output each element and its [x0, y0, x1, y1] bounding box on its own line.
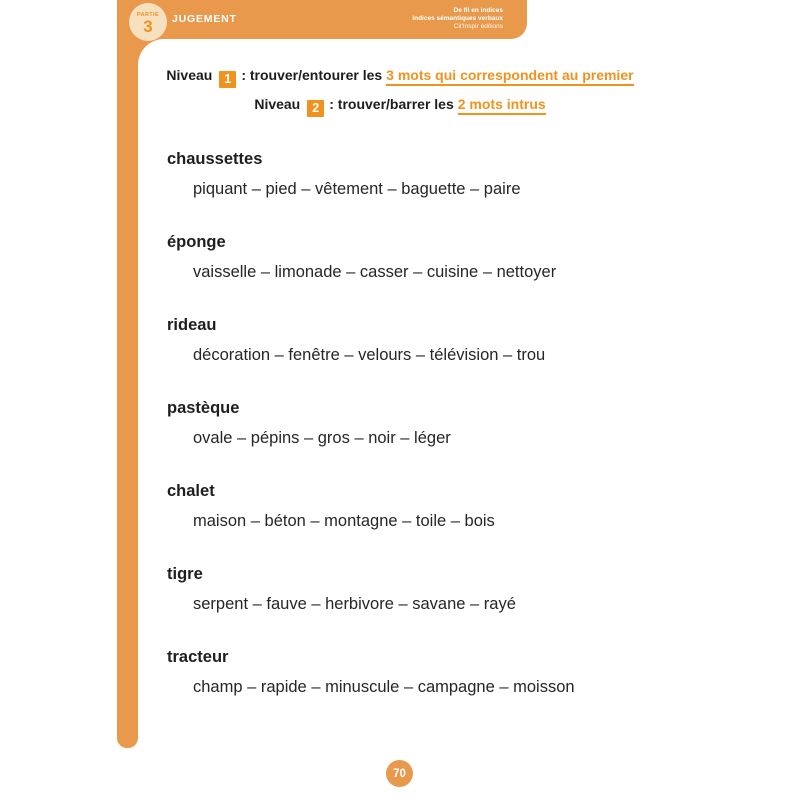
level1-text: : trouver/entourer les	[241, 67, 383, 83]
part-badge-number: 3	[143, 16, 153, 36]
part-badge-label: PARTIE	[136, 11, 160, 18]
level2-label: Niveau	[254, 96, 301, 112]
exercise-options: piquant – pied – vêtement – baguette – paire	[193, 180, 521, 198]
instruction-level-1	[0, 67, 800, 88]
exercise-options: vaisselle – limonade – casser – cuisine – nettoyer	[193, 263, 557, 281]
publisher-subtitle: Indices sémantiques verbaux	[412, 15, 503, 23]
level1-number-box: 1	[219, 71, 236, 88]
level2-highlight: 2 mots intrus	[458, 96, 546, 115]
level1-highlight: 3 mots qui correspondent au premier	[386, 67, 633, 86]
exercise-item	[167, 481, 727, 531]
level1-label: Niveau	[166, 67, 213, 83]
exercise-word: chalet	[167, 482, 215, 500]
exercise-options: champ – rapide – minuscule – campagne – moisson	[193, 678, 575, 696]
publisher-series: De fil en indices	[453, 7, 503, 14]
exercise-options: ovale – pépins – gros – noir – léger	[193, 429, 451, 447]
exercise-word: tigre	[167, 565, 203, 583]
exercise-word: éponge	[167, 233, 226, 251]
part-badge	[129, 3, 167, 41]
page-title: JUGEMENT	[172, 13, 237, 25]
exercise-item	[167, 315, 727, 365]
page-number-badge: 70	[386, 760, 413, 787]
level2-number-box: 2	[307, 100, 324, 117]
exercise-options: maison – béton – montagne – toile – bois	[193, 512, 495, 530]
publisher-block	[412, 7, 503, 32]
exercise-word: chaussettes	[167, 150, 263, 168]
exercise-options: décoration – fenêtre – velours – télévision – trou	[193, 346, 546, 364]
exercise-options: serpent – fauve – herbivore – savane – rayé	[193, 595, 516, 613]
instruction-level-2	[0, 96, 800, 117]
exercise-list	[167, 149, 727, 730]
exercise-item	[167, 232, 727, 282]
exercise-word: rideau	[167, 316, 217, 334]
exercise-item	[167, 564, 727, 614]
exercise-word: pastèque	[167, 399, 240, 417]
exercise-item	[167, 647, 727, 697]
exercise-word: tracteur	[167, 648, 229, 666]
exercise-item	[167, 149, 727, 199]
publisher-name: Cit'Inspir éditions	[453, 23, 503, 31]
level2-text: : trouver/barrer les	[329, 96, 454, 112]
exercise-item	[167, 398, 727, 448]
